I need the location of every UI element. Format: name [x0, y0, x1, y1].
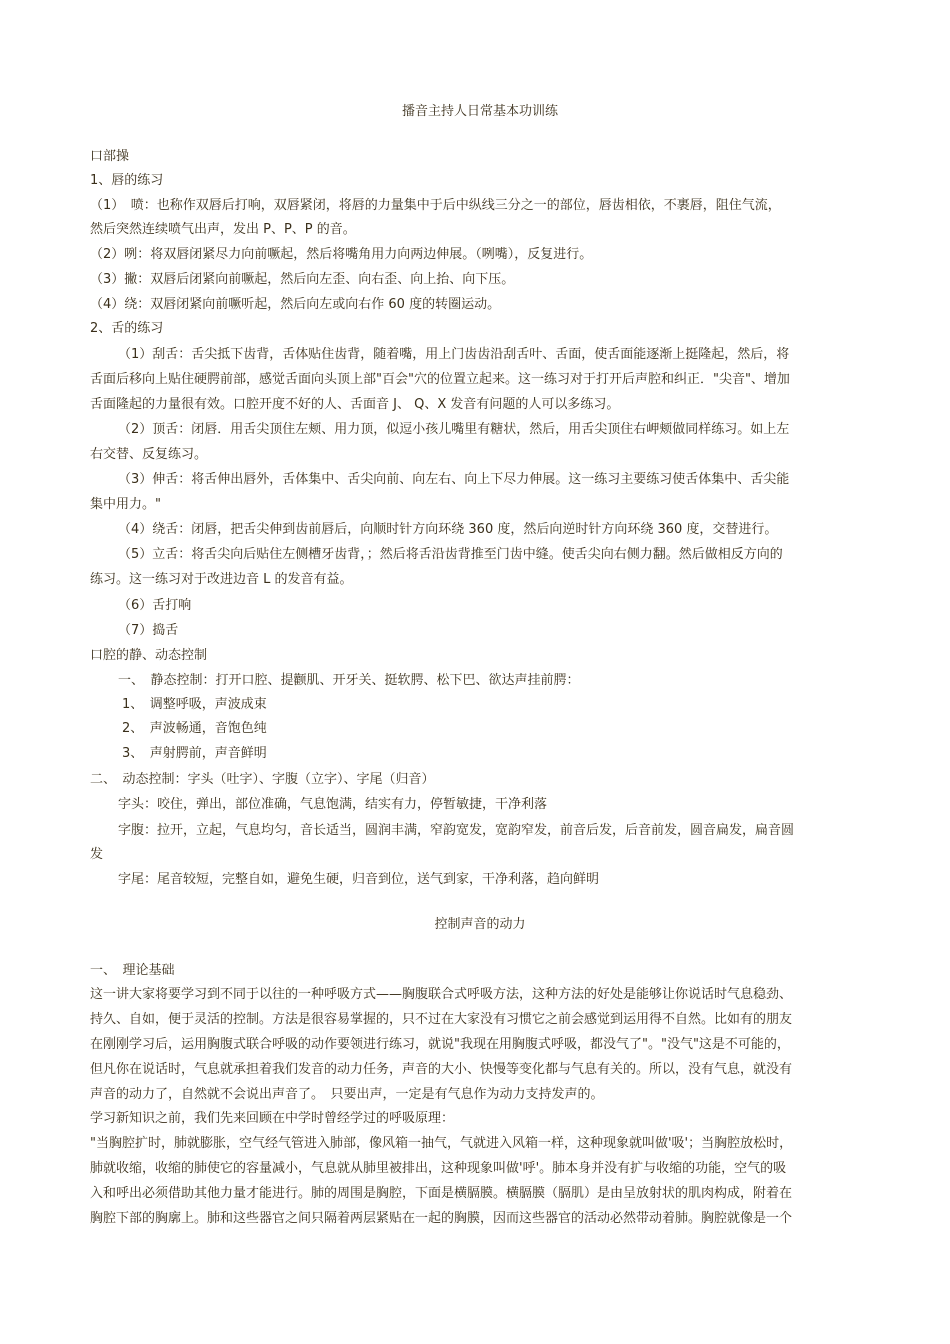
paragraph-line: 学习新知识之前，我们先来回顾在中学时曾经学过的呼吸原理： [90, 1111, 455, 1126]
paragraph-line: 字尾：尾音较短，完整自如，避免生硬，归音到位，送气到家，干净利落，趋向鲜明 [118, 872, 600, 887]
section-heading: 一、 理论基础 [90, 963, 175, 978]
paragraph-line: 声音的动力了，自然就不会说出声音了。 只要出声，一定是有气息作为动力支持发声的。 [90, 1087, 604, 1102]
paragraph-line: （1）刮舌：舌尖抵下齿背，舌体贴住齿背，随着嘴，用上门齿齿沿刮舌叶、舌面，使舌面能逐渐上挺隆起，然后，将 [118, 347, 790, 362]
paragraph-line: （6）舌打响 [118, 598, 192, 613]
paragraph-line: （1） 喷：也称作双唇后打响，双唇紧闭，将唇的力量集中于后中纵线三分之一的部位，唇齿相依，不裹唇，阻住气流， [90, 198, 781, 213]
list-item: 2、 声波畅通，音饱色纯 [122, 721, 267, 736]
paragraph-line: 舌面隆起的力量很有效。口腔开度不好的人、舌面音 J、 Q、X 发音有问题的人可以多练习。 [90, 397, 620, 412]
paragraph-line: 一、 静态控制：打开口腔、提颧肌、开牙关、挺软腭、松下巴、欲达声挂前腭： [118, 673, 580, 688]
paragraph-line: （5）立舌：将舌尖向后贴住左侧槽牙齿背，；然后将舌沿齿背推至门齿中缝。使舌尖向右侧力翻。然后做相反方向的 [118, 547, 783, 562]
paragraph-line: 练习。这一练习对于改进边音 L 的发音有益。 [90, 572, 353, 587]
document-title: 播音主持人日常基本功训练 [401, 104, 558, 119]
paragraph-line: 这一讲大家将要学习到不同于以往的一种呼吸方式——胸腹联合式呼吸方法，这种方法的好处是能够让你说话时气息稳劲、 [90, 987, 793, 1002]
paragraph-line: 发 [90, 847, 104, 862]
paragraph-line: 二、 动态控制：字头（吐字）、字腹（立字）、字尾（归音） [90, 772, 435, 787]
list-item: 1、 调整呼吸，声波成束 [122, 697, 267, 712]
section-heading: 口腔的静、动态控制 [90, 648, 208, 663]
paragraph-line: 但凡你在说话时，气息就承担着我们发音的动力任务，声音的大小、快慢等变化都与气息有关的。所以，没有气息，就没有 [90, 1062, 793, 1077]
list-item: 3、 声射腭前，声音鲜明 [122, 746, 267, 761]
subsection-heading: 1、唇的练习 [90, 173, 164, 188]
paragraph-line: （7）捣舌 [118, 623, 179, 638]
section-title: 控制声音的动力 [434, 917, 526, 932]
paragraph-line: 集中用力。" [90, 497, 161, 512]
paragraph-line: 然后突然连续喷气出声，发出 P、P、P 的音。 [90, 222, 356, 237]
paragraph-line: "当胸腔扩时，肺就膨胀，空气经气管进入肺部，像风箱一抽气，气就进入风箱一样，这种现象就叫做'吸'；当胸腔放松时， [90, 1136, 793, 1151]
paragraph-line: （2）顶舌：闭唇．用舌尖顶住左颊、用力顶，似逗小孩儿嘴里有糖状，然后，用舌尖顶住右岬颊做同样练习。如上左 [118, 422, 790, 437]
paragraph-line: 在刚刚学习后，运用胸腹式联合呼吸的动作要领进行练习，就说"我现在用胸腹式呼吸，都没气了"。"没气"这是不可能的， [90, 1037, 790, 1052]
paragraph-line: 肺就收缩，收缩的肺使它的容量减小，气息就从肺里被排出，这种现象叫做'呼'。肺本身并没有扩与收缩的功能，空气的吸 [90, 1161, 787, 1176]
paragraph-line: （3）伸舌：将舌伸出唇外，舌体集中、舌尖向前、向左右、向上下尽力伸展。这一练习主要练习使舌体集中、舌尖能 [118, 472, 790, 487]
paragraph-line: （4）绕舌：闭唇，把舌尖伸到齿前唇后，向顺时针方向环绕 360 度，然后向逆时针方向环绕 360 度，交替进行。 [118, 522, 778, 537]
section-heading: 口部操 [90, 149, 130, 164]
paragraph-line: （4）绕：双唇闭紧向前噘听起，然后向左或向右作 60 度的转圈运动。 [90, 297, 501, 312]
paragraph-line: 舌面后移向上贴住硬腭前部，感觉舌面向头顶上部"百会"穴的位置立起来。这一练习对于打开后声腔和纠正．"尖音"、增加 [90, 372, 790, 387]
paragraph-line: （2）咧：将双唇闭紧尽力向前噘起，然后将嘴角用力向两边伸展。（咧嘴），反复进行。 [90, 247, 593, 262]
paragraph-line: 入和呼出必须借助其他力量才能进行。肺的周围是胸腔，下面是横膈膜。横膈膜（膈肌）是由呈放射状的肌肉构成，附着在 [90, 1186, 793, 1201]
paragraph-line: 字腹：拉开，立起，气息均匀，音长适当，圆润丰满，窄韵宽发，宽韵窄发，前音后发，后音前发，圆音扁发，扁音圆 [118, 823, 795, 838]
paragraph-line: 胸腔下部的胸廓上。肺和这些器官之间只隔着两层紧贴在一起的胸膜，因而这些器官的活动必然带动着肺。胸腔就像是一个 [90, 1211, 793, 1226]
paragraph-line: 持久、自如，便于灵活的控制。方法是很容易掌握的，只不过在大家没有习惯它之前会感觉到运用得不自然。比如有的朋友 [90, 1012, 793, 1027]
paragraph-line: 右交替、反复练习。 [90, 447, 208, 462]
paragraph-line: （3）撇：双唇后闭紧向前噘起，然后向左歪、向右歪、向上抬、向下压。 [90, 272, 515, 287]
subsection-heading: 2、舌的练习 [90, 321, 164, 336]
paragraph-line: 字头：咬住，弹出，部位准确，气息饱满，结实有力，停暂敏捷，干净利落 [118, 797, 548, 812]
